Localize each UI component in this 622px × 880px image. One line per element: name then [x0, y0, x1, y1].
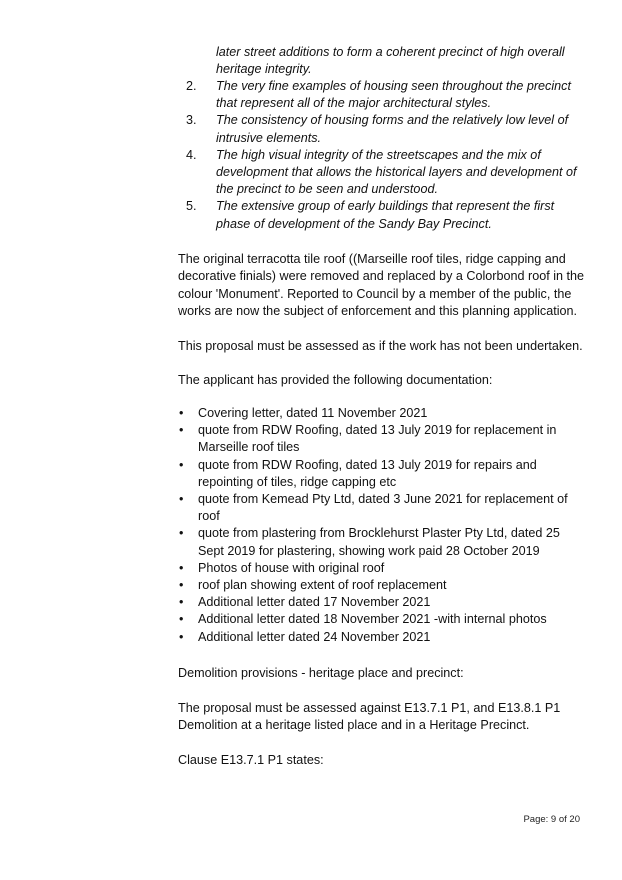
- list-item: [178, 611, 588, 628]
- list-item: [178, 560, 588, 577]
- bullet-icon: •: [179, 492, 184, 507]
- list-item: [178, 405, 588, 422]
- list-item: [178, 78, 588, 112]
- list-item: [178, 577, 588, 594]
- list-text: The consistency of housing forms and the relatively low level of intrusive elements.: [216, 113, 569, 145]
- assessment-criteria-paragraph: The proposal must be assessed against E13.7.1 P1, and E13.8.1 P1 Demolition at a heritage listed place and in a Heritage Precinct.: [178, 701, 561, 733]
- assessment-paragraph: This proposal must be assessed as if the work has not been undertaken.: [178, 339, 583, 353]
- list-number: 3.: [186, 113, 197, 128]
- list-item: [178, 147, 588, 199]
- list-text: Additional letter dated 24 November 2021: [198, 629, 431, 644]
- list-text: The very fine examples of housing seen throughout the precinct that represent all of the major architectural styles.: [216, 79, 571, 111]
- list-text: Additional letter dated 17 November 2021: [198, 595, 431, 610]
- roof-paragraph: The original terracotta tile roof ((Marseille roof tiles, ridge capping and decorative finials) were removed and replaced by a Colorbond roof in the colour 'Monument'. Reported to Council by a member of the public, the works are now the subject of enforcement and this planning application.: [178, 252, 585, 319]
- list-item: [178, 457, 588, 491]
- list-item: [178, 525, 588, 559]
- bullet-icon: •: [179, 423, 184, 438]
- list-text: The high visual integrity of the streetscapes and the mix of development that allows the historical layers and development of the precinct to be seen and understood.: [216, 147, 577, 197]
- page-number: Page: 9 of 20: [523, 814, 580, 825]
- list-text: quote from plastering from Brocklehurst Plaster Pty Ltd, dated 25 Sept 2019 for plastering, showing work paid 28 October 2019: [198, 526, 560, 558]
- list-number: 4.: [186, 147, 197, 162]
- applicant-paragraph: The applicant has provided the following documentation:: [178, 373, 493, 387]
- bullet-icon: •: [179, 612, 184, 627]
- list-text: roof plan showing extent of roof replacement: [198, 578, 447, 593]
- list-text: Covering letter, dated 11 November 2021: [198, 406, 428, 420]
- bullet-icon: •: [179, 578, 184, 593]
- documentation-list: [178, 405, 588, 646]
- demolition-heading: Demolition provisions - heritage place and precinct:: [178, 666, 464, 680]
- list-item: [178, 112, 588, 146]
- list-text: quote from Kemead Pty Ltd, dated 3 June 2021 for replacement of roof: [198, 492, 568, 524]
- list-text: Photos of house with original roof: [198, 560, 385, 575]
- list-number: 5.: [186, 199, 197, 214]
- list-item: [178, 491, 588, 525]
- list-item: [178, 422, 588, 456]
- bullet-icon: •: [179, 560, 184, 575]
- list-number: 2.: [186, 79, 197, 93]
- list-item: [178, 594, 588, 611]
- numbered-list: [178, 78, 588, 233]
- clause-paragraph: Clause E13.7.1 P1 states:: [178, 753, 324, 767]
- list-item: [178, 198, 588, 232]
- bullet-icon: •: [179, 526, 184, 541]
- list-text: Additional letter dated 18 November 2021 -with internal photos: [198, 612, 547, 627]
- list-text: quote from RDW Roofing, dated 13 July 2019 for repairs and repointing of tiles, ridge capping etc: [198, 457, 537, 489]
- bullet-icon: •: [179, 457, 184, 472]
- bullet-icon: •: [179, 595, 184, 610]
- list-item: [178, 629, 588, 646]
- list-text: quote from RDW Roofing, dated 13 July 2019 for replacement in Marseille roof tiles: [198, 423, 557, 455]
- bullet-icon: •: [179, 629, 184, 644]
- bullet-icon: •: [179, 406, 184, 420]
- list-text: The extensive group of early buildings that represent the first phase of development of the Sandy Bay Precinct.: [216, 199, 555, 231]
- intro-continuation: later street additions to form a coherent precinct of high overall heritage integrity.: [216, 45, 565, 77]
